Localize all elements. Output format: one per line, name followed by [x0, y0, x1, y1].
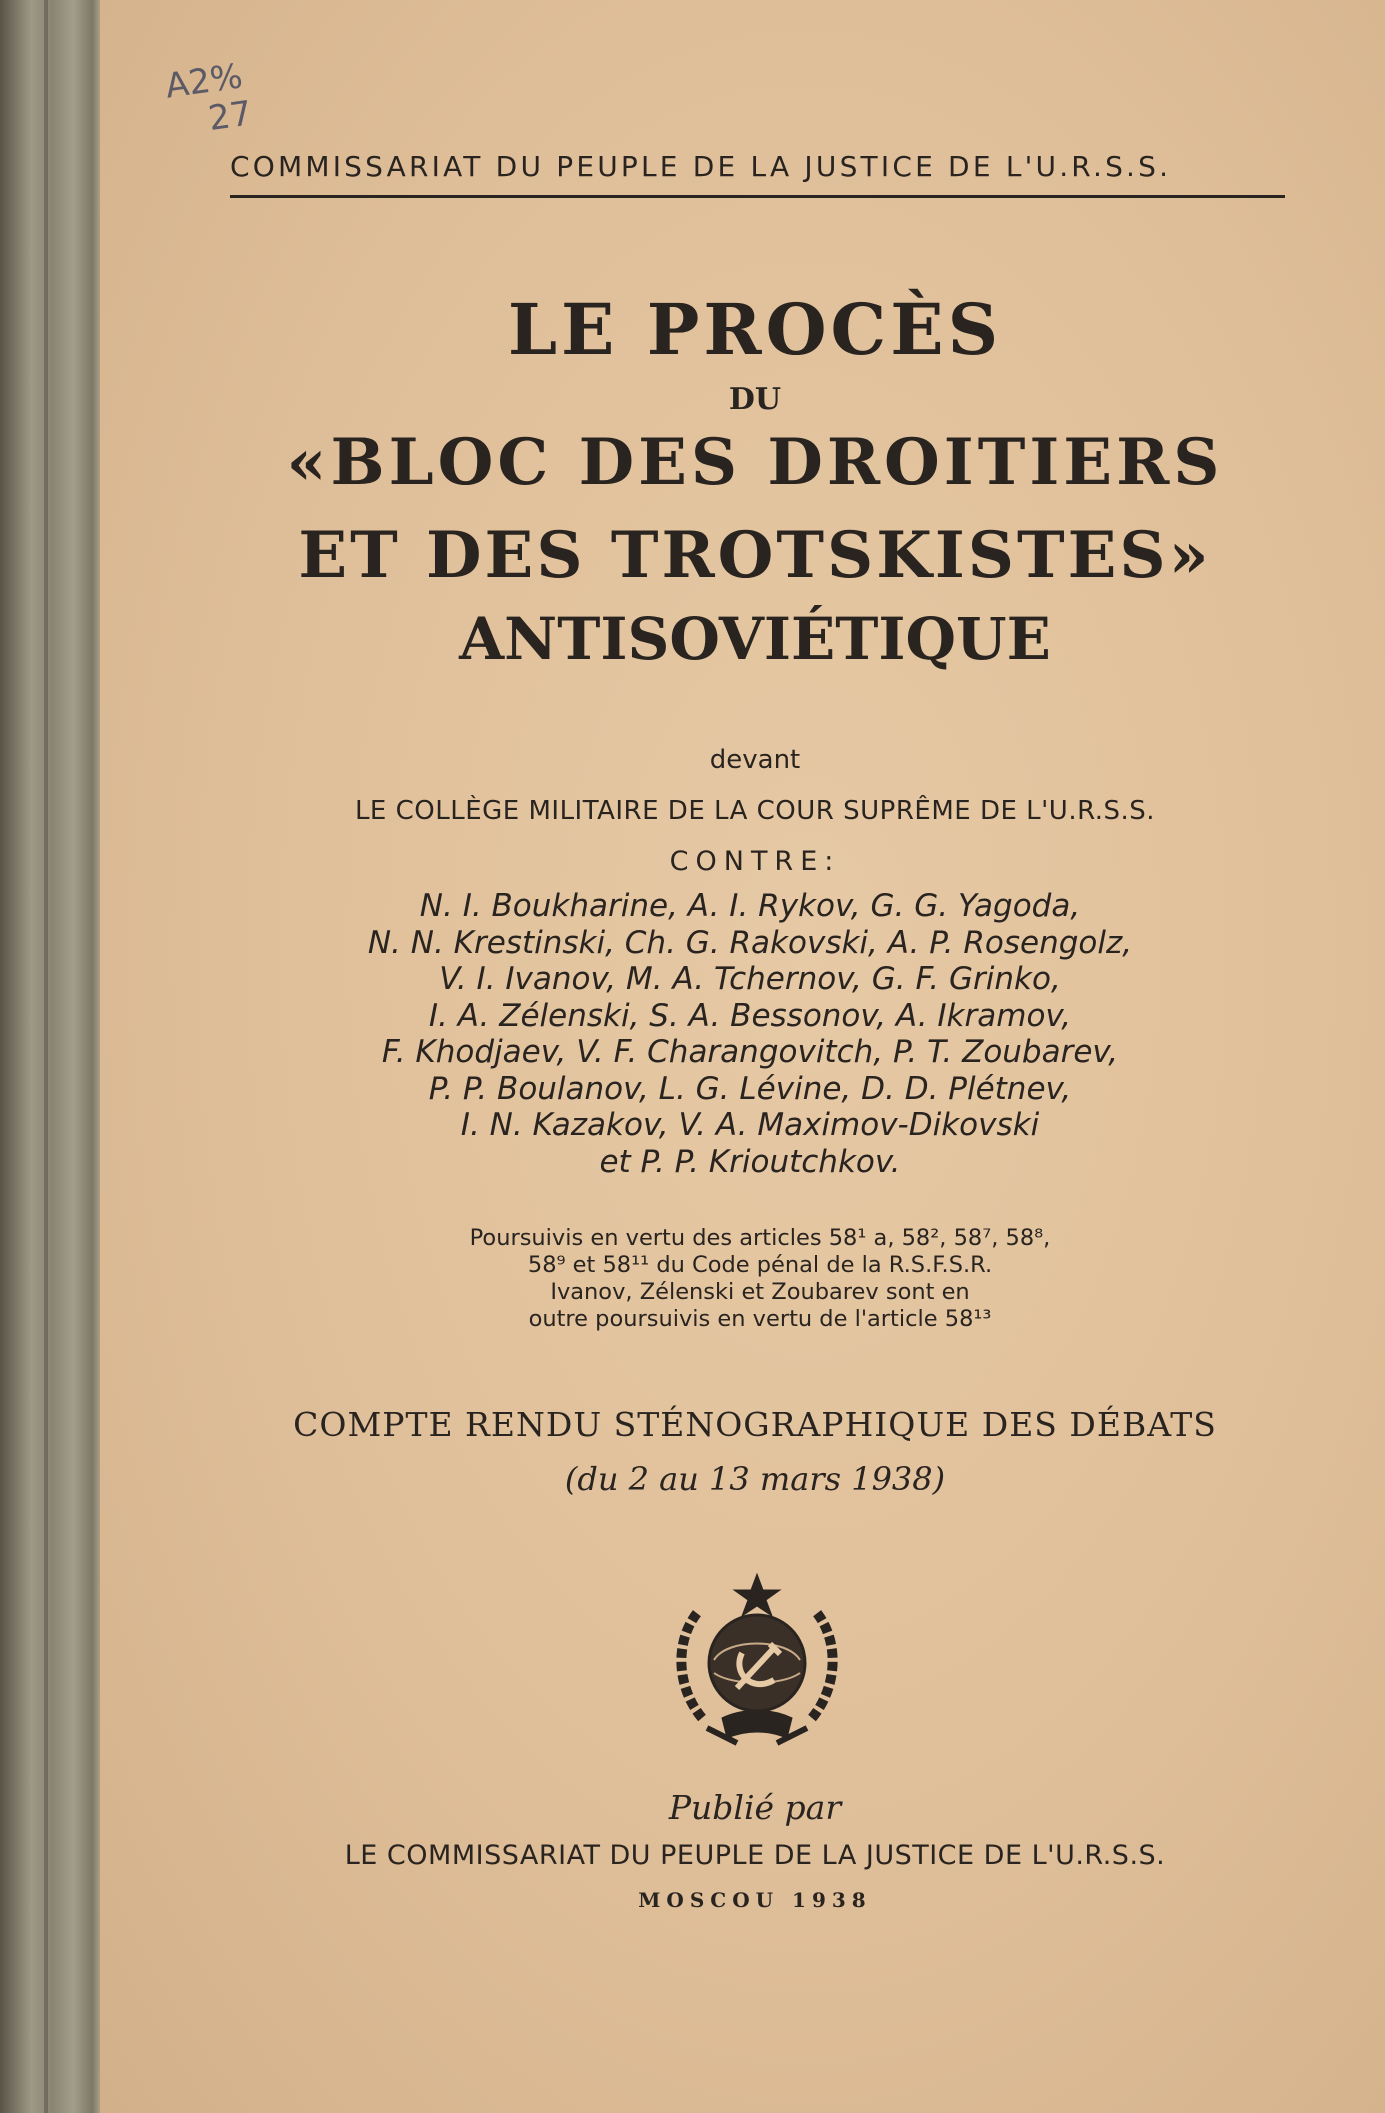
devant-text: devant — [709, 745, 801, 775]
handwritten-shelfmark — [163, 57, 254, 144]
defendants-line: P. P. Boulanov, L. G. Lévine, D. D. Plétnev, — [428, 1070, 1072, 1107]
title-line-3: «BLOC DES DROITIERS — [286, 425, 1224, 500]
defendants-line: N. N. Krestinski, Ch. G. Rakovski, A. P. Rosengolz, — [367, 924, 1133, 961]
title-line-2: DU — [728, 382, 782, 417]
compte-rendu-heading: COMPTE RENDU STÉNOGRAPHIQUE DES DÉBATS — [293, 1405, 1217, 1444]
shelfmark-line-2: 27 — [205, 93, 255, 139]
charges-line: outre poursuivis en vertu de l'article 58¹³ — [528, 1306, 992, 1332]
defendants-list — [300, 888, 1200, 1180]
trial-dates: (du 2 au 13 mars 1938) — [564, 1460, 946, 1498]
header-rule — [230, 195, 1285, 198]
charges-line: Poursuivis en vertu des articles 58¹ a, 58², 58⁷, 58⁸, — [469, 1225, 1051, 1251]
ussr-coat-of-arms-icon — [662, 1568, 852, 1758]
title-line-1: LE PROCÈS — [507, 288, 1003, 371]
title-line-4: ET DES TROTSKISTES» — [298, 518, 1212, 593]
book-spine — [0, 0, 105, 2113]
defendants-line: I. A. Zélenski, S. A. Bessonov, A. Ikramov, — [428, 997, 1072, 1034]
charges-paragraph — [380, 1225, 1140, 1333]
defendants-line: et P. P. Krioutchkov. — [599, 1143, 901, 1180]
charges-line: Ivanov, Zélenski et Zoubarev sont en — [550, 1279, 970, 1305]
publisher-name: LE COMMISSARIAT DU PEUPLE DE LA JUSTICE DE L'U.R.S.S. — [344, 1840, 1166, 1871]
publie-par: Publié par — [668, 1788, 842, 1827]
defendants-line: F. Khodjaev, V. F. Charangovitch, P. T. Zoubarev, — [381, 1034, 1119, 1070]
contre-text: CONTRE: — [669, 846, 841, 877]
defendants-line: N. I. Boukharine, A. I. Rykov, G. G. Yagoda, — [419, 888, 1081, 924]
defendants-line: V. I. Ivanov, M. A. Tchernov, G. F. Grinko, — [439, 961, 1061, 997]
defendants-line: I. N. Kazakov, V. A. Maximov-Dikovski — [460, 1107, 1040, 1143]
charges-line: 58⁹ et 58¹¹ du Code pénal de la R.S.F.S.R. — [527, 1252, 993, 1278]
header-publisher: COMMISSARIAT DU PEUPLE DE LA JUSTICE DE L'U.R.S.S. — [230, 150, 1172, 183]
place-year: MOSCOU 1938 — [638, 1888, 872, 1912]
college-text: LE COLLÈGE MILITAIRE DE LA COUR SUPRÊME DE L'U.R.S.S. — [354, 796, 1156, 826]
title-line-5: ANTISOVIÉTIQUE — [459, 605, 1051, 673]
shelfmark-line-1: A2% — [162, 56, 245, 107]
